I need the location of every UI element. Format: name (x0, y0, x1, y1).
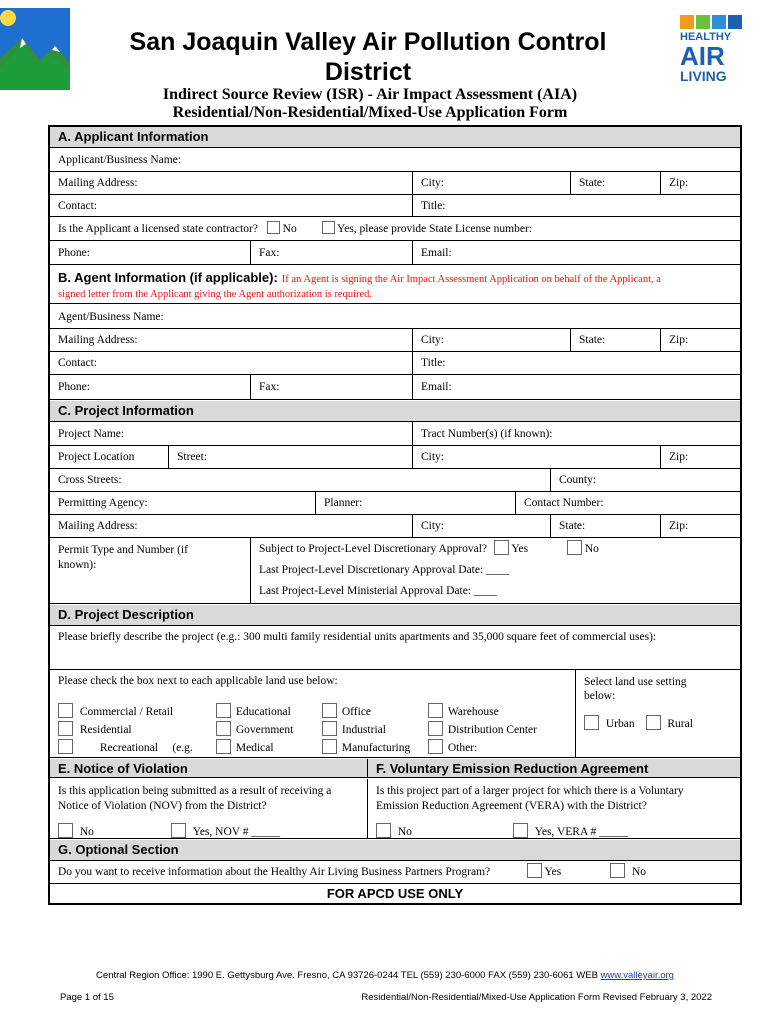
apcd-use-only: FOR APCD USE ONLY (326, 886, 464, 901)
section-ef-header (50, 759, 740, 778)
rural-checkbox[interactable] (646, 715, 661, 730)
agent-city-field[interactable]: City: (412, 329, 570, 351)
applicant-fax-field[interactable]: Fax: (250, 241, 412, 264)
nov-question: Is this application being submitted as a result of receiving a Notice of Violation (NOV) from the District? No Yes, NOV # _____ (58, 785, 332, 838)
project-location-row (50, 446, 740, 469)
applicant-license-row (50, 217, 740, 241)
agent-fax-field[interactable]: Fax: (250, 375, 412, 399)
section-b-header (50, 266, 740, 304)
discretionary-no-checkbox[interactable] (567, 540, 582, 555)
project-mailing-city-field[interactable]: City: (412, 515, 550, 537)
section-g-header: G. Optional Section (50, 840, 740, 861)
license-no-checkbox[interactable] (267, 221, 280, 234)
vera-yes-label: Yes, VERA # _____ (534, 826, 628, 838)
agent-phone-field[interactable]: Phone: (58, 381, 90, 393)
footer-office-text: Central Region Office: 1990 E. Gettysburg Ave. Fresno, CA 93726-0244 TEL (559) 230-6000 FAX (559) 230-6061 WEB (96, 970, 598, 981)
applicant-mailing-row (50, 172, 740, 195)
nov-yes-checkbox[interactable] (171, 823, 186, 838)
project-mailing-state-field[interactable]: State: (550, 515, 660, 537)
project-mailing-address-field[interactable]: Mailing Address: (58, 520, 138, 532)
agent-title-field[interactable]: Title: (412, 352, 740, 374)
agent-email-field[interactable]: Email: (412, 375, 740, 399)
optional-row (50, 861, 740, 884)
warehouse-label: Warehouse (447, 706, 499, 718)
section-d-header: D. Project Description (50, 605, 740, 626)
government-label: Government (235, 724, 294, 736)
page-number: Page 1 of 15 (60, 992, 114, 1003)
last-discretionary-date[interactable]: Last Project-Level Discretionary Approval Date: ____ (259, 564, 510, 576)
medical-checkbox[interactable] (216, 739, 231, 754)
applicant-title-field[interactable]: Title: (412, 195, 740, 216)
planner-field[interactable]: Planner: (315, 492, 515, 514)
applicant-city-field[interactable]: City: (412, 172, 570, 194)
agent-phone-row (50, 375, 740, 400)
other-label: Other: (447, 742, 478, 754)
project-name-field[interactable]: Project Name: (58, 428, 125, 440)
land-use-instructions: Please check the box next to each applicable land use below: (58, 675, 338, 687)
vera-yes-checkbox[interactable] (513, 823, 528, 838)
land-use-setting-panel (575, 670, 740, 757)
project-street-field[interactable]: Street: (168, 446, 412, 468)
page-title: San Joaquin Valley Air Pollution Control District (129, 28, 607, 86)
project-name-row (50, 422, 740, 446)
agent-mailing-address-field[interactable]: Mailing Address: (58, 334, 138, 346)
license-question (50, 217, 740, 240)
commercial-retail-checkbox[interactable] (58, 703, 73, 718)
section-ef-body (50, 779, 740, 839)
section-e-title: E. Notice of Violation (58, 761, 188, 776)
project-description-field[interactable] (50, 626, 740, 670)
commercial-retail-label: Commercial / Retail (79, 706, 174, 718)
distribution-center-label: Distribution Center (447, 724, 537, 736)
license-no-label: No (282, 223, 297, 235)
agent-business-name-row[interactable] (50, 305, 740, 329)
applicant-contact-row (50, 195, 740, 217)
optional-no-checkbox[interactable] (610, 863, 625, 878)
contact-number-field[interactable]: Contact Number: (515, 492, 740, 514)
county-field[interactable]: County: (550, 469, 740, 491)
land-use-column-4 (428, 703, 578, 757)
residential-checkbox[interactable] (58, 721, 73, 736)
footer-office (0, 970, 770, 981)
educational-label: Educational (235, 706, 291, 718)
vera-no-checkbox[interactable] (376, 823, 391, 838)
vera-no-label: No (397, 826, 412, 838)
applicant-business-name-row[interactable] (50, 148, 740, 172)
discretionary-yes-checkbox[interactable] (494, 540, 509, 555)
agent-contact-row (50, 352, 740, 375)
applicant-business-name-label: Applicant/Business Name: (58, 154, 181, 166)
permit-type-field[interactable]: Permit Type and Number (if known): (58, 544, 188, 571)
project-zip-field[interactable]: Zip: (660, 446, 740, 468)
government-checkbox[interactable] (216, 721, 231, 736)
footer-web-link[interactable]: www.valleyair.org (600, 970, 674, 981)
land-use-setting-label-2: below: (584, 690, 616, 702)
optional-question-label: Do you want to receive information about the Healthy Air Living Business Partners Program? (58, 866, 491, 878)
medical-label: Medical (235, 742, 274, 754)
optional-question (50, 861, 740, 883)
tract-number-field[interactable]: Tract Number(s) (if known): (412, 422, 740, 445)
manufacturing-checkbox[interactable] (322, 739, 337, 754)
urban-checkbox[interactable] (584, 715, 599, 730)
nov-yes-label: Yes, NOV # _____ (192, 826, 281, 838)
land-use-column-3 (322, 703, 432, 757)
optional-yes-label: Yes (544, 866, 562, 878)
agent-contact-field[interactable]: Contact: (58, 357, 97, 369)
license-yes-label: Yes, please provide State License number: (337, 223, 532, 235)
discretionary-question: Subject to Project-Level Discretionary Approval? (259, 543, 488, 555)
warehouse-checkbox[interactable] (428, 703, 443, 718)
last-ministerial-date[interactable]: Last Project-Level Ministerial Approval Date: ____ (259, 585, 497, 597)
applicant-phone-field[interactable]: Phone: (58, 247, 90, 259)
recreational-checkbox[interactable] (58, 739, 73, 754)
project-location-label: Project Location (58, 451, 135, 463)
recreational-label: Recreational (e.g. (99, 742, 193, 754)
section-b-note-2: signed letter from the Applicant giving the Agent authorization is required. (58, 289, 373, 300)
nov-no-label: No (79, 826, 94, 838)
rural-label: Rural (667, 718, 693, 730)
license-yes-checkbox[interactable] (322, 221, 335, 234)
office-label: Office (341, 706, 372, 718)
industrial-label: Industrial (341, 724, 386, 736)
section-a-header: A. Applicant Information (50, 127, 740, 148)
license-question-label: Is the Applicant a licensed state contractor? (58, 223, 258, 235)
cross-streets-field[interactable]: Cross Streets: (58, 474, 122, 486)
project-mailing-row (50, 515, 740, 538)
applicant-state-field[interactable]: State: (570, 172, 660, 194)
revision-note: Residential/Non-Residential/Mixed-Use Application Form Revised February 3, 2022 (361, 992, 712, 1003)
agent-mailing-row (50, 329, 740, 352)
project-description-label: Please briefly describe the project (e.g.: 300 multi family residential units apartments and 35,000 square feet of commercial uses): (58, 631, 657, 643)
section-f-title: F. Voluntary Emission Reduction Agreement (367, 759, 740, 777)
permit-type-row (50, 538, 740, 604)
land-use-setting-label-1: Select land use setting (584, 676, 687, 688)
applicant-mailing-address-field[interactable]: Mailing Address: (58, 177, 138, 189)
urban-label: Urban (605, 718, 635, 730)
section-b-title: B. Agent Information (if applicable): (58, 270, 278, 285)
permitting-agency-field[interactable]: Permitting Agency: (58, 497, 148, 509)
healthy-air-living-logo: HEALTHY AIR LIVING (680, 15, 744, 90)
agent-state-field[interactable]: State: (570, 329, 660, 351)
optional-no-label: No (631, 866, 646, 878)
cross-streets-row (50, 469, 740, 492)
industrial-checkbox[interactable] (322, 721, 337, 736)
form-subtitle: Indirect Source Review (ISR) - Air Impact Assessment (AIA) Residential/Non-Residential/Mixed-Use Application Form (162, 86, 578, 121)
nov-no-checkbox[interactable] (58, 823, 73, 838)
discretionary-no-label: No (584, 543, 599, 555)
residential-label: Residential (79, 724, 132, 736)
applicant-contact-field[interactable]: Contact: (58, 200, 97, 212)
project-mailing-zip-field[interactable]: Zip: (660, 515, 740, 537)
discretionary-yes-label: Yes (511, 543, 529, 555)
office-checkbox[interactable] (322, 703, 337, 718)
land-use-column-1 (58, 703, 218, 757)
vera-question: Is this project part of a larger project for which there is a Voluntary Emission Reduction Agreement (VERA) with the District? No Yes, VERA # _____ (367, 779, 740, 838)
educational-checkbox[interactable] (216, 703, 231, 718)
project-city-field[interactable]: City: (412, 446, 660, 468)
applicant-email-field[interactable]: Email: (412, 241, 740, 264)
manufacturing-label: Manufacturing (341, 742, 411, 754)
agent-business-name-label: Agent/Business Name: (58, 311, 164, 323)
other-checkbox[interactable] (428, 739, 443, 754)
approval-details (250, 538, 740, 603)
section-b-note-1: If an Agent is signing the Air Impact Assessment Application on behalf of the Applicant, a (281, 274, 661, 285)
district-logo (0, 8, 70, 90)
applicant-zip-field[interactable]: Zip: (660, 172, 740, 194)
agent-zip-field[interactable]: Zip: (660, 329, 740, 351)
distribution-center-checkbox[interactable] (428, 721, 443, 736)
land-use-row (50, 670, 740, 758)
applicant-phone-row (50, 241, 740, 265)
permitting-row (50, 492, 740, 515)
optional-yes-checkbox[interactable] (527, 863, 542, 878)
land-use-column-2 (216, 703, 326, 757)
section-c-header: C. Project Information (50, 401, 740, 422)
application-form (48, 125, 742, 905)
